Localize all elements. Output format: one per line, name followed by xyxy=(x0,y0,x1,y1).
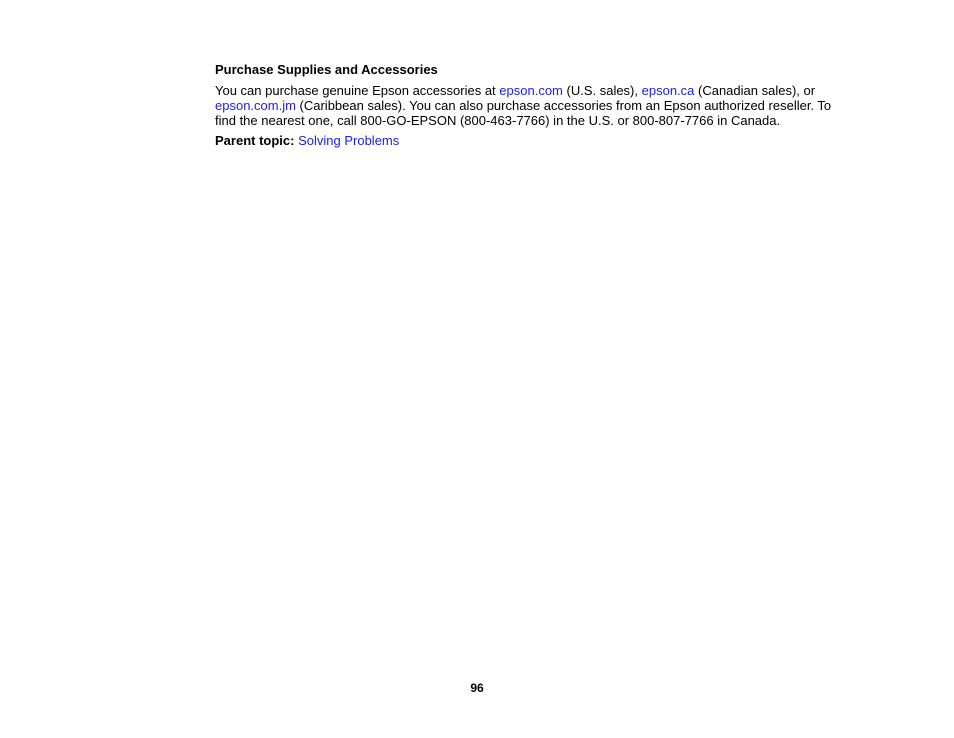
parent-topic xyxy=(215,133,835,148)
parent-topic-label: Parent topic: xyxy=(215,133,295,148)
epson-ca-link[interactable]: epson.ca xyxy=(641,83,695,98)
document-content xyxy=(215,61,835,153)
body-text-2: (U.S. sales), xyxy=(562,83,642,98)
page-number: 96 xyxy=(470,681,484,695)
epson-com-link[interactable]: epson.com xyxy=(499,83,563,98)
epson-com-jm-link[interactable]: epson.com.jm xyxy=(215,98,296,113)
body-text-1: You can purchase genuine Epson accessories at xyxy=(215,83,500,98)
body-text-3: (Canadian sales), or xyxy=(694,83,816,98)
body-text-4: (Caribbean sales). You can also purchase accessories from an Epson authorized reseller. To find the nearest one, call 800-GO-EPSON (800-463-7766) in the U.S. or 800-807-7766 in Canada. xyxy=(215,98,832,128)
section-heading: Purchase Supplies and Accessories xyxy=(215,62,438,77)
solving-problems-link[interactable]: Solving Problems xyxy=(298,133,400,148)
body-paragraph xyxy=(215,83,835,128)
